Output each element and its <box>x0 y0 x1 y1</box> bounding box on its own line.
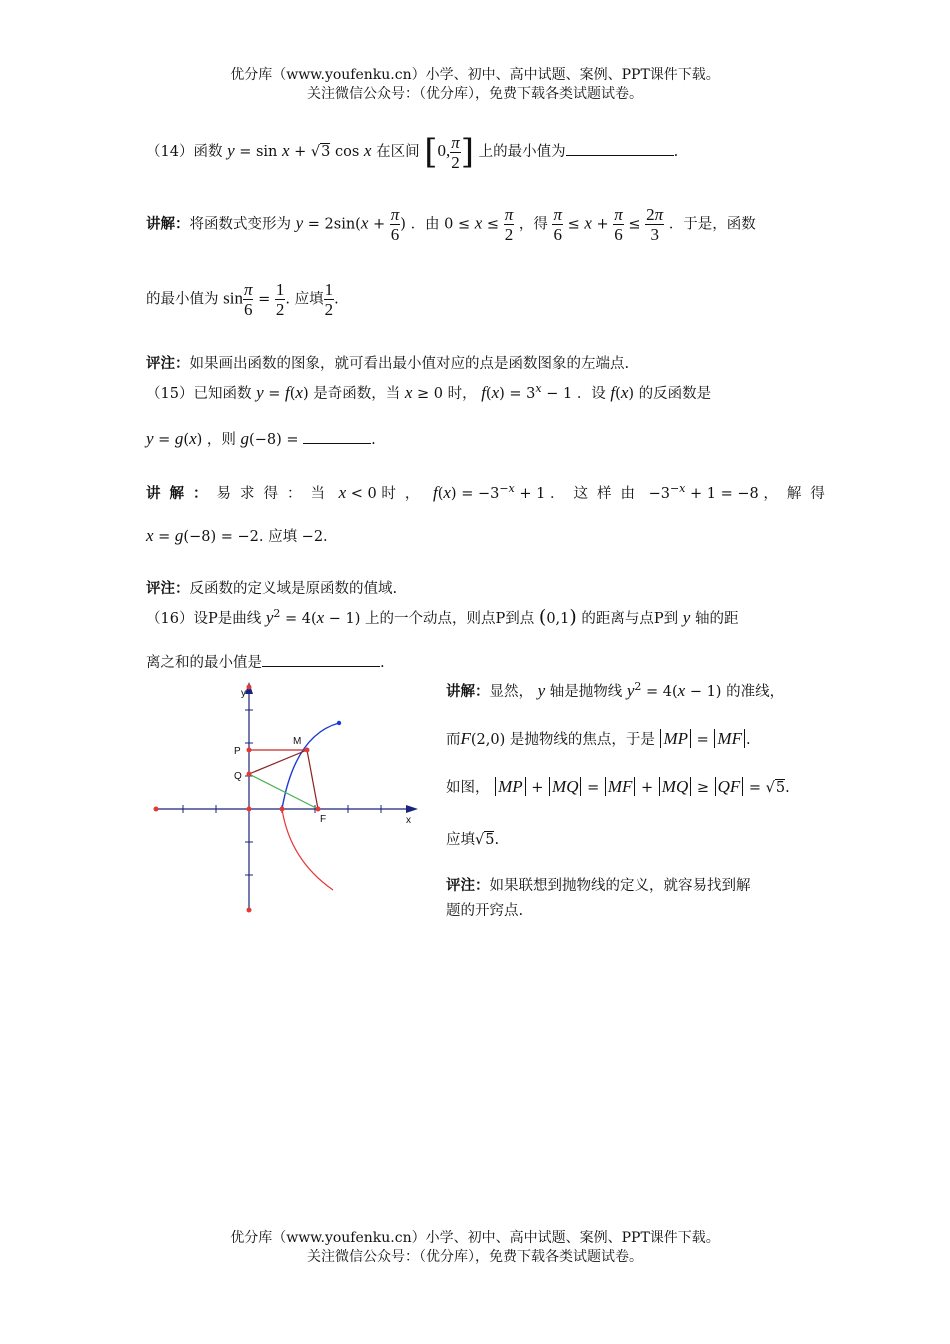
x-axis-arrow <box>406 805 418 813</box>
q15-number: （15）已知函数 <box>146 386 252 402</box>
footer-line-1: 优分库（www.youfenku.cn）小学、初中、高中试题、案例、PPT课件下载。 <box>230 1230 720 1246</box>
axis-ticks <box>183 710 381 875</box>
q15-question-cont: y = g(x) ，则 g(−8) = . <box>146 429 376 448</box>
q15-explanation: 讲解：易求得：当 x < 0 时， $f(x) = -3^{-x} + 1$ ．这样由 $-3^{-x} + 1 = -8$ ，解得 <box>146 482 834 502</box>
label-P: P <box>234 746 241 757</box>
q16-question: （16）设P是曲线 $y^2 = 4(x - 1)$ 上的一个动点，则点P到点 (0,1) 的距离与点P到 y 轴的距 <box>146 606 739 628</box>
label-x: x <box>406 815 411 826</box>
q16-explanation-1: 讲解：显然， y 轴是抛物线 $y^2 = 4(x - 1)$ 的准线， <box>446 680 785 700</box>
q14-note: 评注：如果画出函数的图象，就可看出最小值对应的点是函数图象的左端点. <box>146 355 630 372</box>
point-P <box>247 748 252 753</box>
q14-explanation-cont: 的最小值为 sin $\frac{\pi}{6}$ = $\frac{1}{2}$ . 应填 $\frac{1}{2}$ . <box>146 280 339 319</box>
q16-question-cont: 离之和的最小值是 . <box>146 651 385 672</box>
q16-note-cont: 题的开窍点. <box>446 903 524 919</box>
q16-explanation-3: 如图， MP + MQ = MF + MQ ≥ QF = √5. <box>446 777 790 796</box>
label-F: F <box>320 814 327 825</box>
segment-MF <box>307 750 318 809</box>
parabola-figure <box>150 680 420 920</box>
q16-note: 评注：如果联想到抛物线的定义，就容易找到解 <box>446 877 751 894</box>
origin <box>247 807 252 812</box>
label-M: M <box>293 736 302 747</box>
label-Q: Q <box>234 771 242 782</box>
header-line-2: 关注微信公众号：（优分库），免费下载各类试题试卷。 <box>307 86 643 102</box>
point-F <box>316 807 321 812</box>
q15-question: （15）已知函数 y = f(x) 是奇函数，当 x ≥ 0 时， $f(x) = 3^x - 1$ ．设 f(x) 的反函数是 <box>146 382 712 402</box>
q14-question: （14）函数 y = sin x + √3 cos x 在区间 [0, $\frac{\pi}{2}$ ] 上的最小值为 . <box>146 132 679 172</box>
q15-explanation-cont: x = g(−8) = −2. 应填 −2. <box>146 526 328 545</box>
q15-note: 评注：反函数的定义域是原函数的值域. <box>146 580 398 597</box>
q14-explanation: 讲解：将函数式变形为 y = 2sin(x + $\frac{\pi}{6}$ ) ．由 0 ≤ x ≤ $\frac{\pi}{2}$ ，得 $\frac{\pi}{6}$ ≤ x + $\frac{\pi}{6}$ ≤ $\frac{2\pi}{3}$ ．于是，函数 <box>146 205 756 244</box>
q16-explanation-4: 应填√5. <box>446 832 500 848</box>
point-Q <box>247 772 252 777</box>
q16-explanation-2: 而F(2,0) 是抛物线的焦点，于是 MP = MF . <box>446 729 751 748</box>
q16-number: （16）设P是曲线 <box>146 611 262 627</box>
points <box>154 685 321 913</box>
footer-line-2: 关注微信公众号：（优分库），免费下载各类试题试卷。 <box>307 1249 643 1265</box>
q14-number: （14）函数 <box>146 144 223 160</box>
segment-QM <box>249 750 307 774</box>
vertex <box>280 807 285 812</box>
label-y: y <box>241 688 246 699</box>
point-M <box>305 748 310 753</box>
header-line-1: 优分库（www.youfenku.cn）小学、初中、高中试题、案例、PPT课件下载。 <box>230 67 720 83</box>
